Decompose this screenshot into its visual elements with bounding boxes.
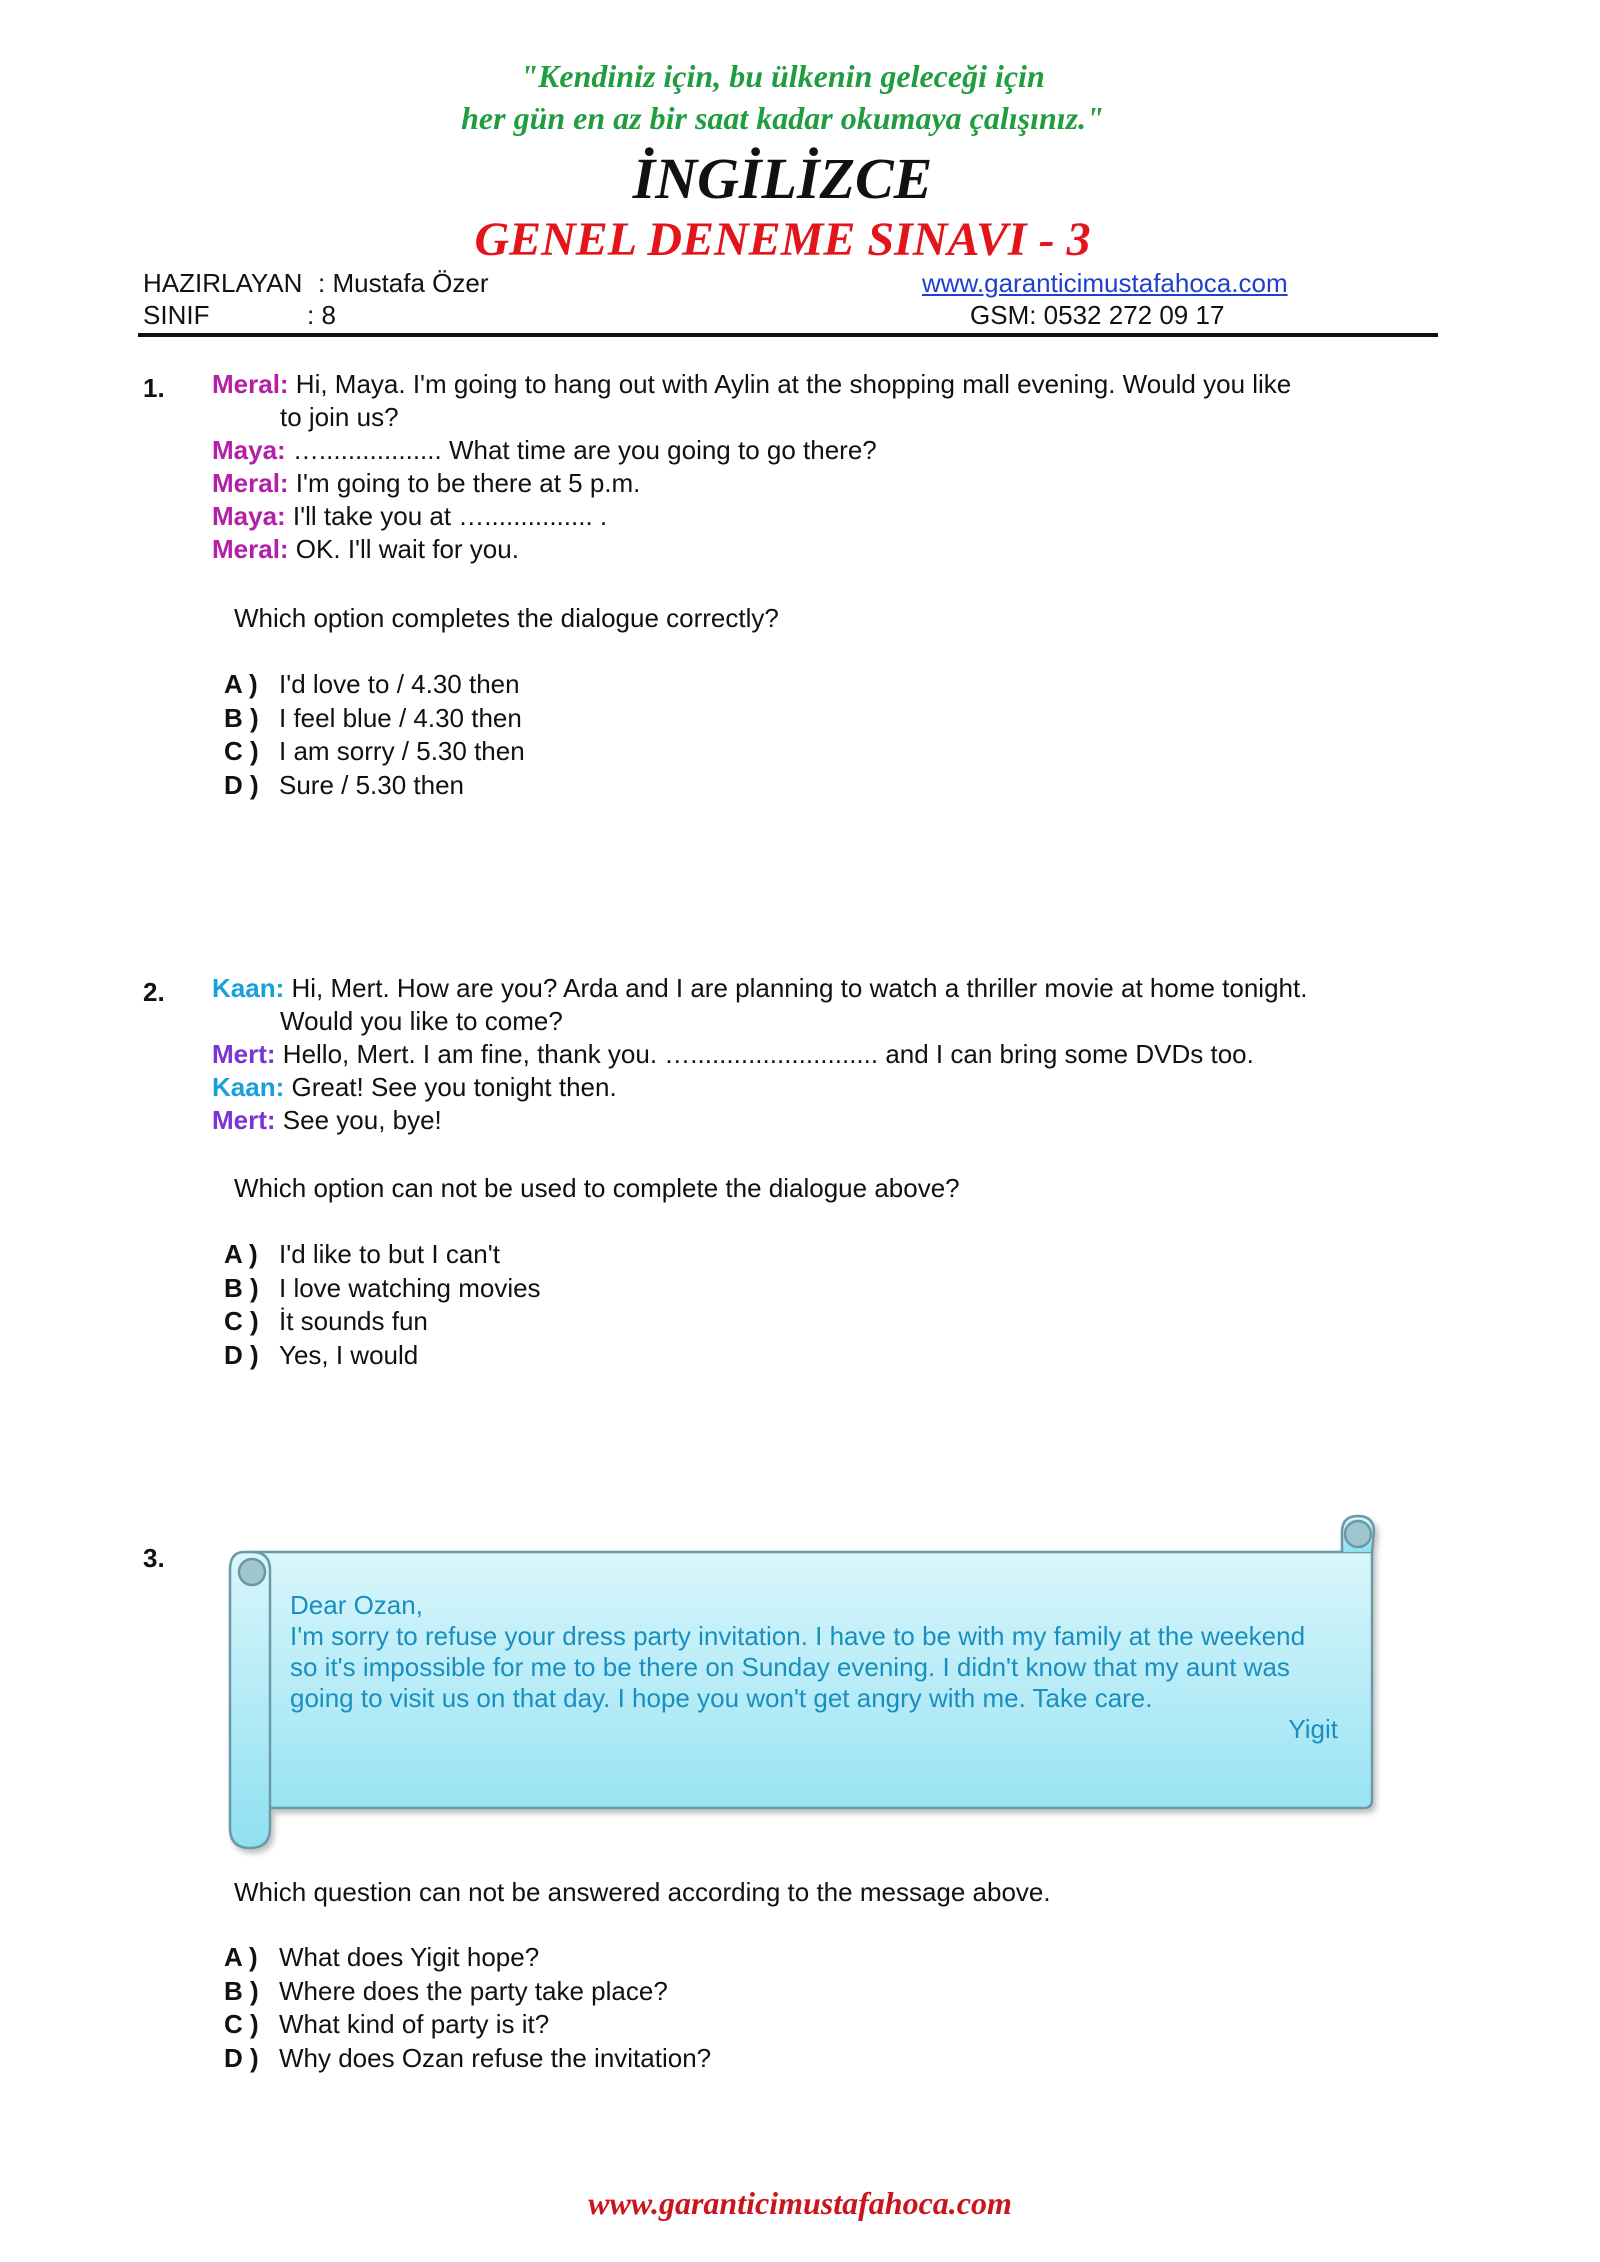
option-text: I'd love to / 4.30 then [279, 669, 520, 699]
speaker-kaan: Kaan: [212, 973, 285, 1003]
dialogue-text: Hello, Mert. I am fine, thank you. ….......................... and I can bring some DVDs too. [275, 1039, 1254, 1069]
dialogue-line [212, 500, 1291, 533]
option-c[interactable] [224, 735, 525, 769]
dialogue-text: OK. I'll wait for you. [288, 534, 519, 564]
question-3-prompt: Which question can not be answered according to the message above. [234, 1877, 1051, 1907]
dialogue-text: Would you like to come? [280, 1006, 563, 1036]
speaker-mert: Mert: [212, 1105, 276, 1135]
motto-line-2: her gün en az bir saat kadar okumaya çalışınız." [461, 100, 1104, 136]
option-text: Why does Ozan refuse the invitation? [279, 2042, 712, 2073]
prepared-by-label: HAZIRLAYAN [143, 268, 303, 298]
option-d[interactable] [224, 1339, 541, 1373]
message-body-line: I'm sorry to refuse your dress party invitation. I have to be with my family at the weekend [290, 1621, 1306, 1651]
dialogue-line [212, 1005, 1307, 1038]
speaker-kaan: Kaan: [212, 1072, 285, 1102]
option-letter: C ) [224, 736, 259, 766]
option-b[interactable] [224, 702, 525, 736]
message-body-line: so it's impossible for me to be there on Sunday evening. I didn't know that my aunt was [290, 1652, 1290, 1682]
option-letter: B ) [224, 702, 259, 733]
dialogue-line [212, 434, 1291, 467]
dialogue-text: I'll take you at …............... . [285, 501, 608, 531]
message-signature: Yigit [1288, 1714, 1338, 1744]
option-b[interactable] [224, 1272, 541, 1306]
option-text: Yes, I would [279, 1339, 419, 1370]
option-c[interactable] [224, 1305, 541, 1339]
question-3-options [224, 1941, 711, 2075]
dialogue-text: to join us? [280, 402, 399, 432]
page-title: İNGİLİZCE [632, 146, 933, 211]
question-1-prompt: Which option completes the dialogue correctly? [234, 603, 779, 633]
option-letter: A ) [224, 1942, 258, 1972]
option-a[interactable] [224, 668, 525, 702]
message-body-line: going to visit us on that day. I hope you won't get angry with me. Take care. [290, 1683, 1153, 1713]
dialogue-text: Great! See you tonight then. [284, 1072, 617, 1102]
question-2-prompt: Which option can not be used to complete the dialogue above? [234, 1173, 960, 1203]
dialogue-line [212, 1038, 1307, 1071]
option-text: What does Yigit hope? [279, 1942, 540, 1972]
option-letter: D ) [224, 769, 259, 800]
dialogue-text: I'm going to be there at 5 p.m. [288, 468, 641, 498]
motto-line-1: "Kendiniz için, bu ülkenin geleceği için [520, 58, 1045, 94]
option-a[interactable] [224, 1941, 711, 1975]
question-2-options [224, 1238, 541, 1372]
question-1-dialogue [212, 368, 1291, 566]
header-divider [138, 333, 1438, 337]
dialogue-line [212, 467, 1291, 500]
option-letter: A ) [224, 1239, 258, 1269]
speaker-meral: Meral: [212, 534, 289, 564]
option-letter: B ) [224, 1975, 259, 2006]
option-b[interactable] [224, 1975, 711, 2009]
dialogue-text: See you, bye! [275, 1105, 442, 1135]
footer-website[interactable]: www.garanticimustafahoca.com [588, 2185, 1012, 2221]
dialogue-line [212, 401, 1291, 434]
gsm-number: GSM: 0532 272 09 17 [970, 300, 1225, 330]
dialogue-line [212, 533, 1291, 566]
question-1-options [224, 668, 525, 802]
question-2-dialogue [212, 972, 1307, 1137]
prepared-by-value: : Mustafa Özer [318, 268, 489, 298]
question-2-number: 2. [143, 977, 165, 1007]
question-3-number: 3. [143, 1543, 165, 1573]
option-letter: D ) [224, 1339, 259, 1370]
option-letter: D ) [224, 2042, 259, 2073]
option-letter: B ) [224, 1272, 259, 1303]
question-1-number: 1. [143, 373, 165, 403]
option-d[interactable] [224, 2042, 711, 2076]
option-text: Where does the party take place? [279, 1975, 668, 2006]
class-label: SINIF [143, 300, 210, 330]
option-letter: C ) [224, 1306, 259, 1336]
message-text [290, 1590, 1350, 1745]
message-greeting: Dear Ozan, [290, 1590, 423, 1620]
option-text: I love watching movies [279, 1272, 541, 1303]
header-website-link[interactable]: www.garanticimustafahoca.com [922, 268, 1288, 298]
dialogue-line [212, 972, 1307, 1005]
dialogue-text: Hi, Maya. I'm going to hang out with Aylin at the shopping mall evening. Would you like [288, 369, 1292, 399]
dialogue-line [212, 1071, 1307, 1104]
option-text: I feel blue / 4.30 then [279, 702, 522, 733]
exam-subtitle: GENEL DENEME SINAVI - 3 [474, 213, 1091, 266]
option-text: What kind of party is it? [279, 2009, 550, 2039]
option-text: I am sorry / 5.30 then [279, 736, 525, 766]
option-d[interactable] [224, 769, 525, 803]
option-c[interactable] [224, 2008, 711, 2042]
speaker-meral: Meral: [212, 369, 289, 399]
option-text: İt sounds fun [279, 1306, 428, 1336]
class-value: : 8 [307, 300, 336, 330]
option-text: I'd like to but I can't [279, 1239, 500, 1269]
speaker-maya: Maya: [212, 501, 286, 531]
dialogue-text: …................. What time are you going to go there? [285, 435, 877, 465]
dialogue-text: Hi, Mert. How are you? Arda and I are planning to watch a thriller movie at home tonight. [284, 973, 1308, 1003]
dialogue-line [212, 368, 1291, 401]
speaker-mert: Mert: [212, 1039, 276, 1069]
option-letter: A ) [224, 669, 258, 699]
speaker-meral: Meral: [212, 468, 289, 498]
dialogue-line [212, 1104, 1307, 1137]
option-a[interactable] [224, 1238, 541, 1272]
option-text: Sure / 5.30 then [279, 769, 465, 800]
option-letter: C ) [224, 2009, 259, 2039]
speaker-maya: Maya: [212, 435, 286, 465]
